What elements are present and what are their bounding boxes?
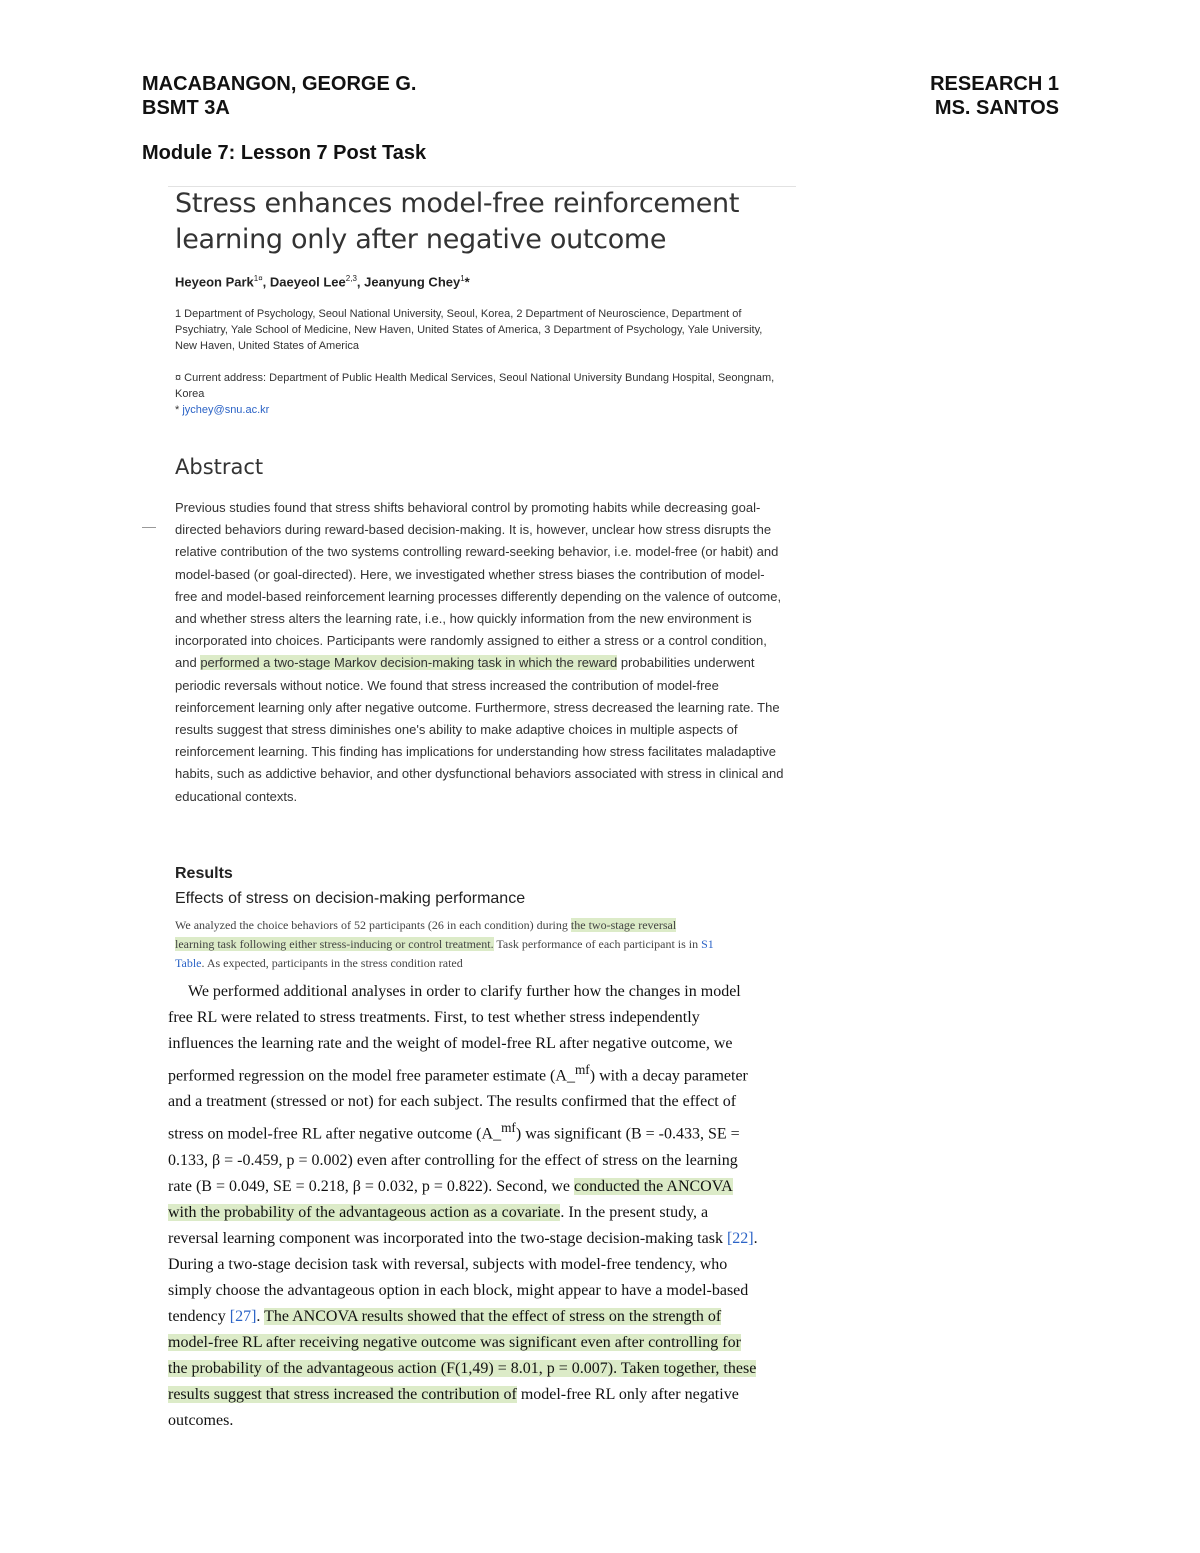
instructor-name: MS. SANTOS xyxy=(934,97,1059,119)
body-text-d: . In the present study, a reversal learning component was incorporated into the two-stage decision-making task xyxy=(168,1203,727,1247)
author-list xyxy=(175,274,470,289)
abstract-highlight: performed a two-stage Markov decision-making task in which the reward xyxy=(200,655,618,671)
author-1: Heyeon Park xyxy=(175,274,254,290)
course-name: RESEARCH 1 xyxy=(930,73,1059,95)
body-sup-2: mf xyxy=(501,1120,516,1136)
body-text-e: . During a two-stage decision task with reversal, subjects with model-free tendency, who simply choose the advantageous option in each block, might appear to have a model-based tendency xyxy=(168,1229,758,1325)
student-section: BSMT 3A xyxy=(142,97,230,119)
module-title: Module 7: Lesson 7 Post Task xyxy=(142,142,427,164)
results-text-3: . As expected, participants in the stress condition rated xyxy=(201,956,463,970)
abstract-text-1: Previous studies found that stress shifts behavioral control by promoting habits while decreasing goal-directed behaviors during reward-based decision-making. It is, however, unclear how stress disrupts the relative contribution of the two systems controlling reward-seeking behavior, i.e. model-free (or habit) and model-based (or goal-directed). Here, we investigated whether stress biases the contribution of model-free and model-based reinforcement learning processes differently depending on the valence of outcome, and whether stress alters the learning rate, i.e., how quickly information from the new environment is incorporated into choices. Participants were randomly assigned to either a stress or a control condition, and xyxy=(175,500,782,671)
author-2-sup: 2,3 xyxy=(345,274,357,283)
affiliations: 1 Department of Psychology, Seoul National University, Seoul, Korea, 2 Department of Neuroscience, Department of Psychiatry, Yale School of Medicine, New Haven, United States of America, 3 Department of Psychology, Yale University, New Haven, United States of America xyxy=(175,308,763,352)
body-text-b: ) with a decay parameter and a treatment (stressed or not) for each subject. The results confirmed that the effect of stress on model-free RL after negative outcome (A_ xyxy=(168,1067,748,1143)
results-heading: Results xyxy=(175,865,233,882)
email-line xyxy=(175,402,775,418)
author-3-sup: 1 xyxy=(460,274,465,283)
author-1-sup: 1¤ xyxy=(253,274,263,283)
body-text-g: model-free RL only after negative outcomes. xyxy=(168,1385,739,1429)
ref-27-link[interactable]: [27] xyxy=(229,1307,257,1325)
ref-22-link[interactable]: [22] xyxy=(726,1229,754,1247)
abstract-heading: Abstract xyxy=(175,455,264,479)
current-address: ¤ Current address: Department of Public Health Medical Services, Seoul National University Bundang Hospital, Seongnam, Korea xyxy=(175,372,775,400)
paper-title-line-1: Stress enhances model-free reinforcement xyxy=(175,188,740,219)
abstract-text xyxy=(175,497,785,808)
results-paragraph xyxy=(175,916,715,973)
margin-mark xyxy=(142,527,156,528)
s1-table-link[interactable]: S1 Table xyxy=(175,937,714,970)
email-link[interactable]: jychey@snu.ac.kr xyxy=(182,404,270,416)
author-3: , Jeanyung Chey xyxy=(356,274,461,290)
corresponding-mark: * xyxy=(464,274,470,290)
body-sup-1: mf xyxy=(574,1062,590,1077)
student-info xyxy=(142,72,416,120)
course-info xyxy=(930,72,1059,120)
author-2: , Daeyeol Lee xyxy=(262,274,346,290)
body-highlight-2: The ANCOVA results showed that the effect of stress on the strength of model-free RL after receiving negative outcome was significant even after controlling for the probability of the advantageous action (F(1,49) = 8.01, p = 0.007). Taken together, these results suggest that stress increased the contribution of xyxy=(168,1307,757,1403)
abstract-text-2: probabilities underwent periodic reversals without notice. We found that stress increased the contribution of model-free reinforcement learning only after negative outcome. Furthermore, stress decreased the learning rate. The results suggest that stress diminishes one's ability to make adaptive choices in multiple aspects of reinforcement learning. This finding has implications for understanding how stress facilitates maladaptive habits, such as addictive behavior, and other dysfunctional behaviors associated with stress in clinical and educational contexts. xyxy=(175,655,784,804)
results-text-1: We analyzed the choice behaviors of 52 participants (26 in each condition) during xyxy=(175,918,571,932)
body-text-c: ) was significant (B = -0.433, SE = 0.133, β = -0.459, p = 0.002) even after controlling for the effect of stress on the learning rate (B = 0.049, SE = 0.218, β = 0.032, p = 0.822). Second, we xyxy=(168,1125,740,1195)
results-subheading: Effects of stress on decision-making performance xyxy=(175,890,526,907)
body-text-a: We performed additional analyses in order to clarify further how the changes in model free RL were related to stress treatments. First, to test whether stress independently influences the learning rate and the weight of model-free RL after negative outcome, we performed regression on the model free parameter estimate (A_ xyxy=(168,983,741,1085)
results-highlight: the two-stage reversal learning task following either stress-inducing or control treatment. xyxy=(175,918,677,951)
body-paragraph xyxy=(168,979,758,1434)
address-block xyxy=(175,370,775,418)
body-highlight-1: conducted the ANCOVA with the probability of the advantageous action as a covariate xyxy=(168,1177,733,1221)
paper-title-line-2: learning only after negative outcome xyxy=(175,224,667,255)
student-name: MACABANGON, GEORGE G. xyxy=(142,73,417,95)
body-text-f: . xyxy=(256,1307,265,1325)
results-text-2: Task performance of each participant is in xyxy=(493,937,702,951)
paper-title xyxy=(175,186,739,258)
email-prefix: * xyxy=(175,404,183,416)
